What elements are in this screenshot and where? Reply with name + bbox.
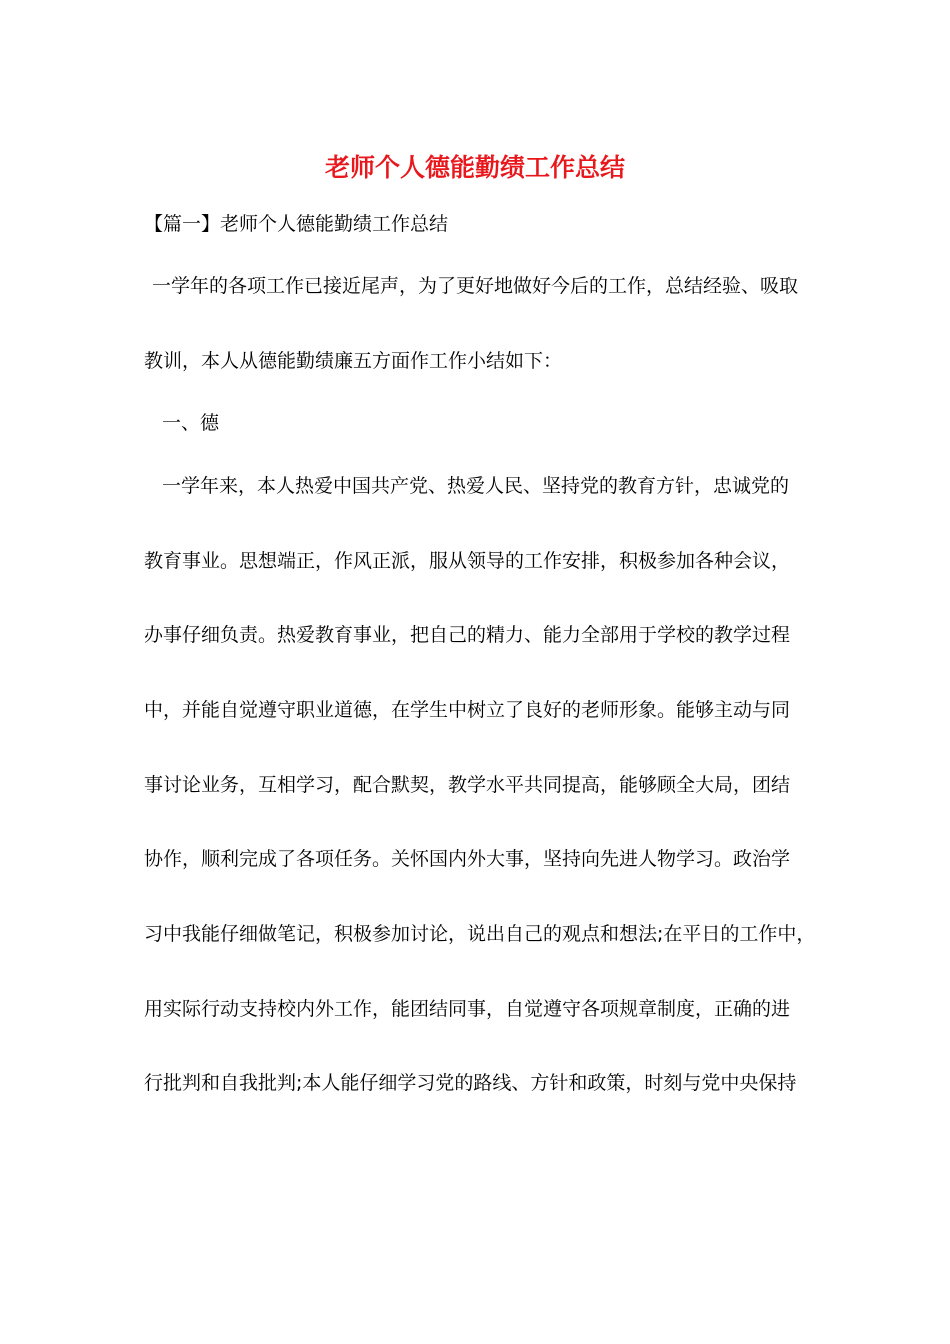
paragraph-line: 中，并能自觉遵守职业道德，在学生中树立了良好的老师形象。能够主动与同 [144, 699, 791, 721]
paragraph-line: 协作，顺利完成了各项任务。关怀国内外大事，坚持向先进人物学习。政治学 [144, 848, 791, 870]
paragraph-line: 一学年来，本人热爱中国共产党、热爱人民、坚持党的教育方针，忠诚党的 [162, 475, 790, 497]
paragraph-line: 教训，本人从德能勤绩廉五方面作工作小结如下： [144, 350, 563, 372]
paragraph-line: 行批判和自我批判;本人能仔细学习党的路线、方针和政策，时刻与党中央保持 [144, 1072, 797, 1094]
paragraph-line: 习中我能仔细做笔记，积极参加讨论，说出自己的观点和想法;在平日的工作中， [144, 923, 816, 945]
paragraph-line: 教育事业。思想端正，作风正派，服从领导的工作安排，积极参加各种会议， [144, 550, 791, 572]
section-heading-de: 一、德 [162, 412, 220, 434]
paragraph-line: 事讨论业务，互相学习，配合默契，教学水平共同提高，能够顾全大局，团结 [144, 774, 791, 796]
paragraph-line: 一学年的各项工作已接近尾声，为了更好地做好今后的工作，总结经验、吸取 [152, 275, 799, 297]
document-title: 老师个人德能勤绩工作总结 [324, 153, 625, 182]
section-heading: 【篇一】老师个人德能勤绩工作总结 [144, 213, 449, 235]
paragraph-line: 用实际行动支持校内外工作，能团结同事，自觉遵守各项规章制度，正确的进 [144, 998, 791, 1020]
paragraph-line: 办事仔细负责。热爱教育事业，把自己的精力、能力全部用于学校的教学过程 [144, 624, 791, 646]
